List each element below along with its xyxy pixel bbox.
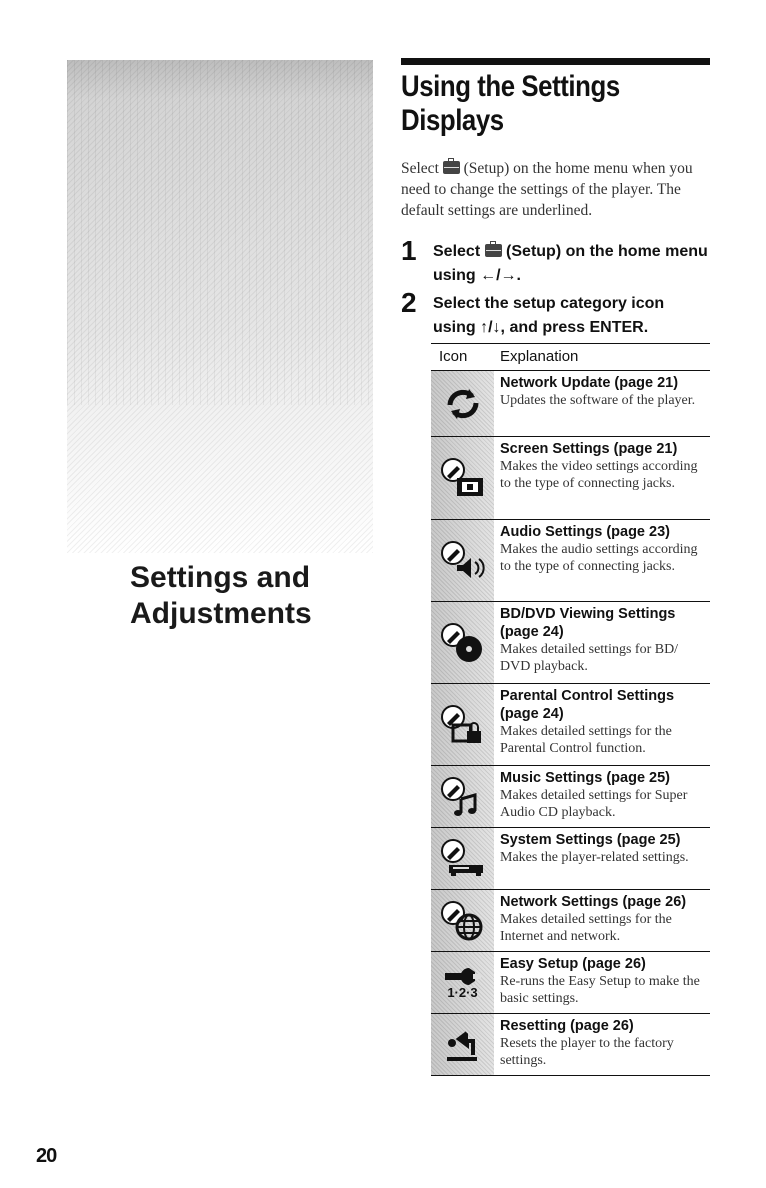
row-title: Resetting (page 26) (500, 1018, 634, 1034)
header-icon-column: Icon (439, 348, 468, 365)
section-heading: Using the Settings Displays (401, 70, 620, 137)
row-description: Makes detailed settings for Super Audio CD playback. (500, 788, 688, 820)
row-title: Parental Control Settings (page 24) (500, 688, 675, 722)
table-row (431, 520, 710, 602)
row-description: Re-runs the Easy Setup to make the basic settings. (500, 974, 700, 1006)
system-settings-icon (431, 828, 494, 889)
row-description: Resets the player to the factory settings. (500, 1036, 674, 1068)
parental-control-icon (431, 684, 494, 765)
step-number: 2 (401, 287, 417, 318)
step-text: Select (Setup) on the home menu using ←/→. (433, 243, 708, 284)
setup-toolbox-icon (443, 161, 460, 174)
row-description: Makes the video settings according to the type of connecting jacks. (500, 459, 698, 491)
row-description: Makes detailed settings for the Parental Control function. (500, 724, 672, 756)
page-number: 20 (36, 1145, 57, 1167)
row-title: System Settings (page 25) (500, 832, 681, 848)
table-row (431, 890, 710, 952)
step-text: Select the setup category icon using ↑/↓, and press ENTER. (433, 295, 665, 336)
table-row (431, 952, 710, 1014)
music-settings-icon (431, 766, 494, 827)
audio-settings-icon (431, 520, 494, 601)
header-explanation-column: Explanation (500, 348, 579, 365)
step-2 (401, 287, 711, 340)
table-row (431, 828, 710, 890)
row-description: Updates the software of the player. (500, 393, 696, 408)
network-update-icon (431, 371, 494, 436)
table-row (431, 766, 710, 828)
table-row (431, 371, 710, 437)
row-description: Makes the audio settings according to the type of connecting jacks. (500, 542, 698, 574)
screen-settings-icon (431, 437, 494, 519)
row-title: Screen Settings (page 21) (500, 441, 678, 457)
row-title: Network Settings (page 26) (500, 894, 687, 910)
row-title: BD/DVD Viewing Settings (page 24) (500, 606, 676, 640)
network-settings-icon (431, 890, 494, 951)
resetting-icon (431, 1014, 494, 1075)
row-title: Music Settings (page 25) (500, 770, 671, 786)
row-description: Makes detailed settings for BD/ DVD playback. (500, 642, 679, 674)
table-row (431, 684, 710, 766)
row-title: Network Update (page 21) (500, 375, 679, 391)
setup-toolbox-icon (485, 244, 502, 257)
chapter-title: Settings and Adjustments (130, 561, 312, 630)
step-1 (401, 235, 711, 288)
row-description: Makes the player-related settings. (500, 850, 689, 865)
row-description: Makes detailed settings for the Internet and network. (500, 912, 672, 944)
intro-paragraph: Select (Setup) on the home menu when you need to change the settings of the player. The default settings are underlined. (401, 160, 693, 219)
setup-category-table (431, 343, 710, 1076)
step-number: 1 (401, 235, 417, 266)
row-title: Audio Settings (page 23) (500, 524, 670, 540)
table-row (431, 602, 710, 684)
chapter-banner-image (67, 60, 373, 553)
easy-setup-steps-label: 1·2·3 (447, 984, 478, 1000)
bd-dvd-viewing-icon (431, 602, 494, 683)
easy-setup-icon (431, 952, 494, 1013)
table-row (431, 1014, 710, 1076)
table-header (431, 343, 710, 371)
table-row (431, 437, 710, 520)
section-rule (401, 58, 710, 65)
row-title: Easy Setup (page 26) (500, 956, 646, 972)
